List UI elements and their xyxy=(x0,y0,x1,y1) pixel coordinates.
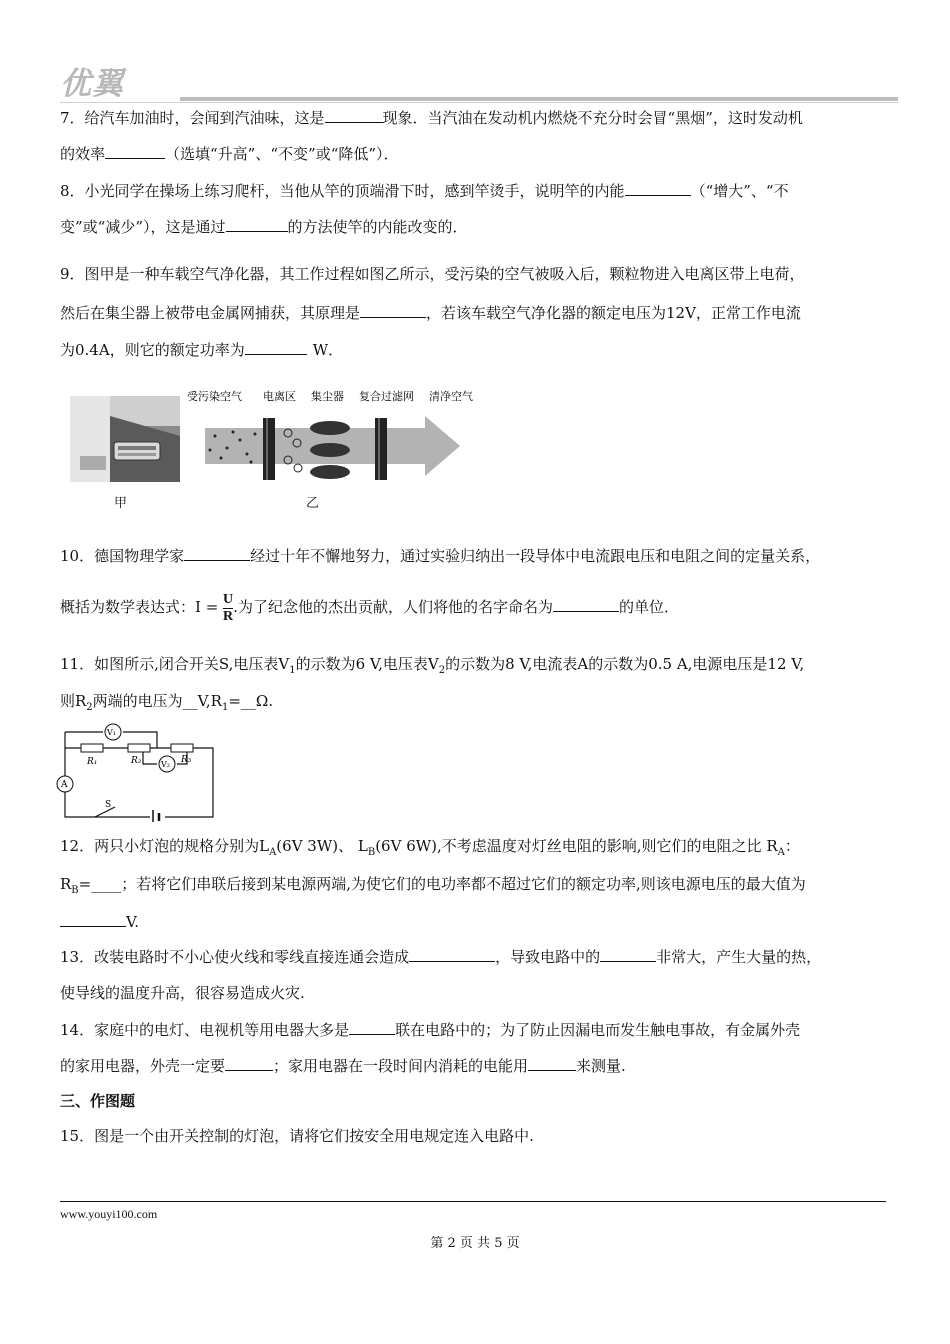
resistor-r3 xyxy=(171,744,193,752)
q10-text-c: 概括为数学表达式：I = xyxy=(60,598,219,616)
q12-blank-1[interactable] xyxy=(60,911,126,927)
q10-text-d: .为了纪念他的杰出贡献，人们将他的名字命名为 xyxy=(233,598,553,616)
youyi-logo xyxy=(60,66,185,102)
q7-text-a: 7．给汽车加油时，会闻到汽油味，这是 xyxy=(60,109,325,127)
q14-blank-1[interactable] xyxy=(349,1019,395,1035)
q13-text-a: 13．改装电路时不小心使火线和零线直接连通会造成 xyxy=(60,948,410,966)
q7-text-d: （选填“升高”、“不变”或“降低”）． xyxy=(165,145,399,163)
q12-line2 xyxy=(60,874,806,901)
q10-blank-1[interactable] xyxy=(184,545,250,561)
q12-text-d: ： xyxy=(784,837,800,855)
q12-sub-b: B xyxy=(367,847,376,858)
q9-line3 xyxy=(60,339,343,360)
label-polluted-air: 受污染空气 xyxy=(187,390,242,403)
label-ionization-zone: 电离区 xyxy=(263,390,296,403)
q12-line1 xyxy=(60,836,800,863)
q10-text-e: 的单位． xyxy=(618,598,679,616)
label-r3: R₃ xyxy=(181,755,192,765)
resistor-r2 xyxy=(128,744,150,752)
q8-text-c: 变”或“减少”），这是通过 xyxy=(60,218,226,236)
q13-text-c: 非常大，产生大量的热， xyxy=(656,948,822,966)
footer-rule xyxy=(60,1201,886,1202)
q13-text-d: 使导线的温度升高，很容易造成火灾. xyxy=(60,984,305,1002)
ohms-law-fraction xyxy=(223,592,233,625)
label-v1: V₁ xyxy=(107,728,116,737)
q12-text-g: V. xyxy=(126,913,139,931)
q14-line1 xyxy=(60,1019,800,1040)
q10-blank-2[interactable] xyxy=(553,596,619,612)
q8-blank-2[interactable] xyxy=(226,216,288,232)
q11-text-d: 则R xyxy=(60,692,87,710)
purifier-process-diagram xyxy=(185,388,490,493)
q11-sub-4: 1 xyxy=(221,702,229,713)
footer-url: www.youyi100.com xyxy=(60,1207,158,1221)
q14-text-c: 的家用电器，外壳一定要 xyxy=(60,1057,226,1075)
resistor-r1 xyxy=(81,744,103,752)
fraction-numerator: U xyxy=(223,591,234,607)
label-clean-air: 清净空气 xyxy=(429,390,473,403)
q15-text: 15．图是一个由开关控制的灯泡，请将它们按安全用电规定连入电路中. xyxy=(60,1127,534,1145)
q7-blank-2[interactable] xyxy=(105,143,165,159)
q12-line3 xyxy=(60,911,139,932)
q13-line1 xyxy=(60,946,821,967)
q14-text-e: 来测量. xyxy=(576,1057,626,1075)
circuit-diagram xyxy=(55,722,225,822)
label-composite-filter: 复合过滤网 xyxy=(359,390,414,403)
q11-line1 xyxy=(60,654,804,681)
q11-text-c: 的示数为8 V,电流表A的示数为0.5 A,电源电压是12 V, xyxy=(445,655,805,673)
q8-text-a: 8．小光同学在操场上练习爬杆，当他从竿的顶端滑下时，感到竿烫手，说明竿的内能 xyxy=(60,182,625,200)
q11-sub-3: 2 xyxy=(86,702,93,713)
q11-text-a: 11．如图所示,闭合开关S,电压表V xyxy=(60,655,290,673)
q9-text-d: 为0.4A，则它的额定功率为 xyxy=(60,341,245,359)
section-title: 三、作图题 xyxy=(60,1092,136,1110)
label-r1: R₁ xyxy=(87,757,98,767)
caption-yi: 乙 xyxy=(306,496,320,511)
q9-text-c: ，若该车载空气净化器的额定电压为12V，正常工作电流 xyxy=(426,304,801,322)
q13-line2 xyxy=(60,983,305,1003)
q11-text-b: 的示数为6 V,电压表V xyxy=(295,655,439,673)
q14-text-a: 14．家庭中的电灯、电视机等用电器大多是 xyxy=(60,1021,350,1039)
q14-line2 xyxy=(60,1055,626,1076)
q8-text-b: （“增大”、“不 xyxy=(690,182,789,200)
q7-text-c: 的效率 xyxy=(60,145,106,163)
q12-text-f: =____；若将它们串联后接到某电源两端,为使它们的电功率都不超过它们的额定功率,则该电源电压的最大值为 xyxy=(78,875,806,893)
q12-text-e: R xyxy=(60,875,72,893)
q12-text-b: (6V 3W)、 L xyxy=(276,837,368,855)
q15-line1 xyxy=(60,1126,534,1146)
q8-blank-1[interactable] xyxy=(625,180,691,196)
q8-line1 xyxy=(60,180,789,201)
q11-sub-2: 2 xyxy=(438,665,446,676)
label-a: A xyxy=(61,780,68,790)
q12-sub-d: B xyxy=(71,885,79,896)
q10-text-a: 10．德国物理学家 xyxy=(60,547,185,565)
q14-blank-3[interactable] xyxy=(528,1055,576,1071)
q14-blank-2[interactable] xyxy=(225,1055,273,1071)
header-rule-thin xyxy=(60,102,898,103)
q10-line2 xyxy=(60,588,679,626)
q7-blank-1[interactable] xyxy=(325,107,383,123)
q14-text-d: ；家用电器在一段时间内消耗的电能用 xyxy=(273,1057,529,1075)
q10-line1 xyxy=(60,545,820,566)
label-dust-collector: 集尘器 xyxy=(311,390,344,403)
q7-text-b: 现象．当汽油在发动机内燃烧不充分时会冒“黑烟”，这时发动机 xyxy=(382,109,803,127)
q9-blank-2[interactable] xyxy=(245,339,307,355)
fraction-denominator: R xyxy=(223,608,234,624)
q14-text-b: 联在电路中的；为了防止因漏电而发生触电事故，有金属外壳 xyxy=(395,1021,801,1039)
q10-text-b: 经过十年不懈地努力，通过实验归纳出一段导体中电流跟电压和电阻之间的定量关系， xyxy=(250,547,821,565)
q8-text-d: 的方法使竿的内能改变的． xyxy=(287,218,468,236)
q12-sub-c: A xyxy=(777,847,785,858)
q7-line2 xyxy=(60,143,399,164)
q9-text-e: W． xyxy=(312,341,344,359)
q13-text-b: ，导致电路中的 xyxy=(495,948,601,966)
q11-text-f: =__Ω. xyxy=(228,692,274,710)
label-s: S xyxy=(105,800,112,810)
q9-text-a: 9．图甲是一种车载空气净化器，其工作过程如图乙所示，受污染的空气被吸入后，颗粒物进入电离区带上电荷， xyxy=(60,265,805,283)
q13-blank-2[interactable] xyxy=(600,946,656,962)
q11-text-e: 两端的电压为__V,R xyxy=(92,692,222,710)
q9-blank-1[interactable] xyxy=(360,302,426,318)
q9-line2 xyxy=(60,302,801,323)
q12-text-c: (6V 6W),不考虑温度对灯丝电阻的影响,则它们的电阻之比 R xyxy=(375,837,778,855)
q11-sub-1: 1 xyxy=(289,665,296,676)
q8-line2 xyxy=(60,216,468,237)
q9-line1 xyxy=(60,264,805,284)
caption-jia: 甲 xyxy=(114,496,128,511)
q12-sub-a: A xyxy=(269,847,277,858)
q9-text-b: 然后在集尘器上被带电金属网捕获，其原理是 xyxy=(60,304,361,322)
logo-text: 优翼 xyxy=(60,66,124,102)
header-rule xyxy=(180,97,898,101)
label-r2: R₂ xyxy=(131,756,142,766)
q7-line1 xyxy=(60,107,803,128)
q13-blank-1[interactable] xyxy=(409,946,495,962)
q11-line2 xyxy=(60,691,273,718)
car-purifier-photo xyxy=(70,396,180,482)
q12-text-a: 12．两只小灯泡的规格分别为L xyxy=(60,837,270,855)
label-v2: V₂ xyxy=(161,760,170,769)
page-number: 第 2 页 共 5 页 xyxy=(430,1236,520,1251)
